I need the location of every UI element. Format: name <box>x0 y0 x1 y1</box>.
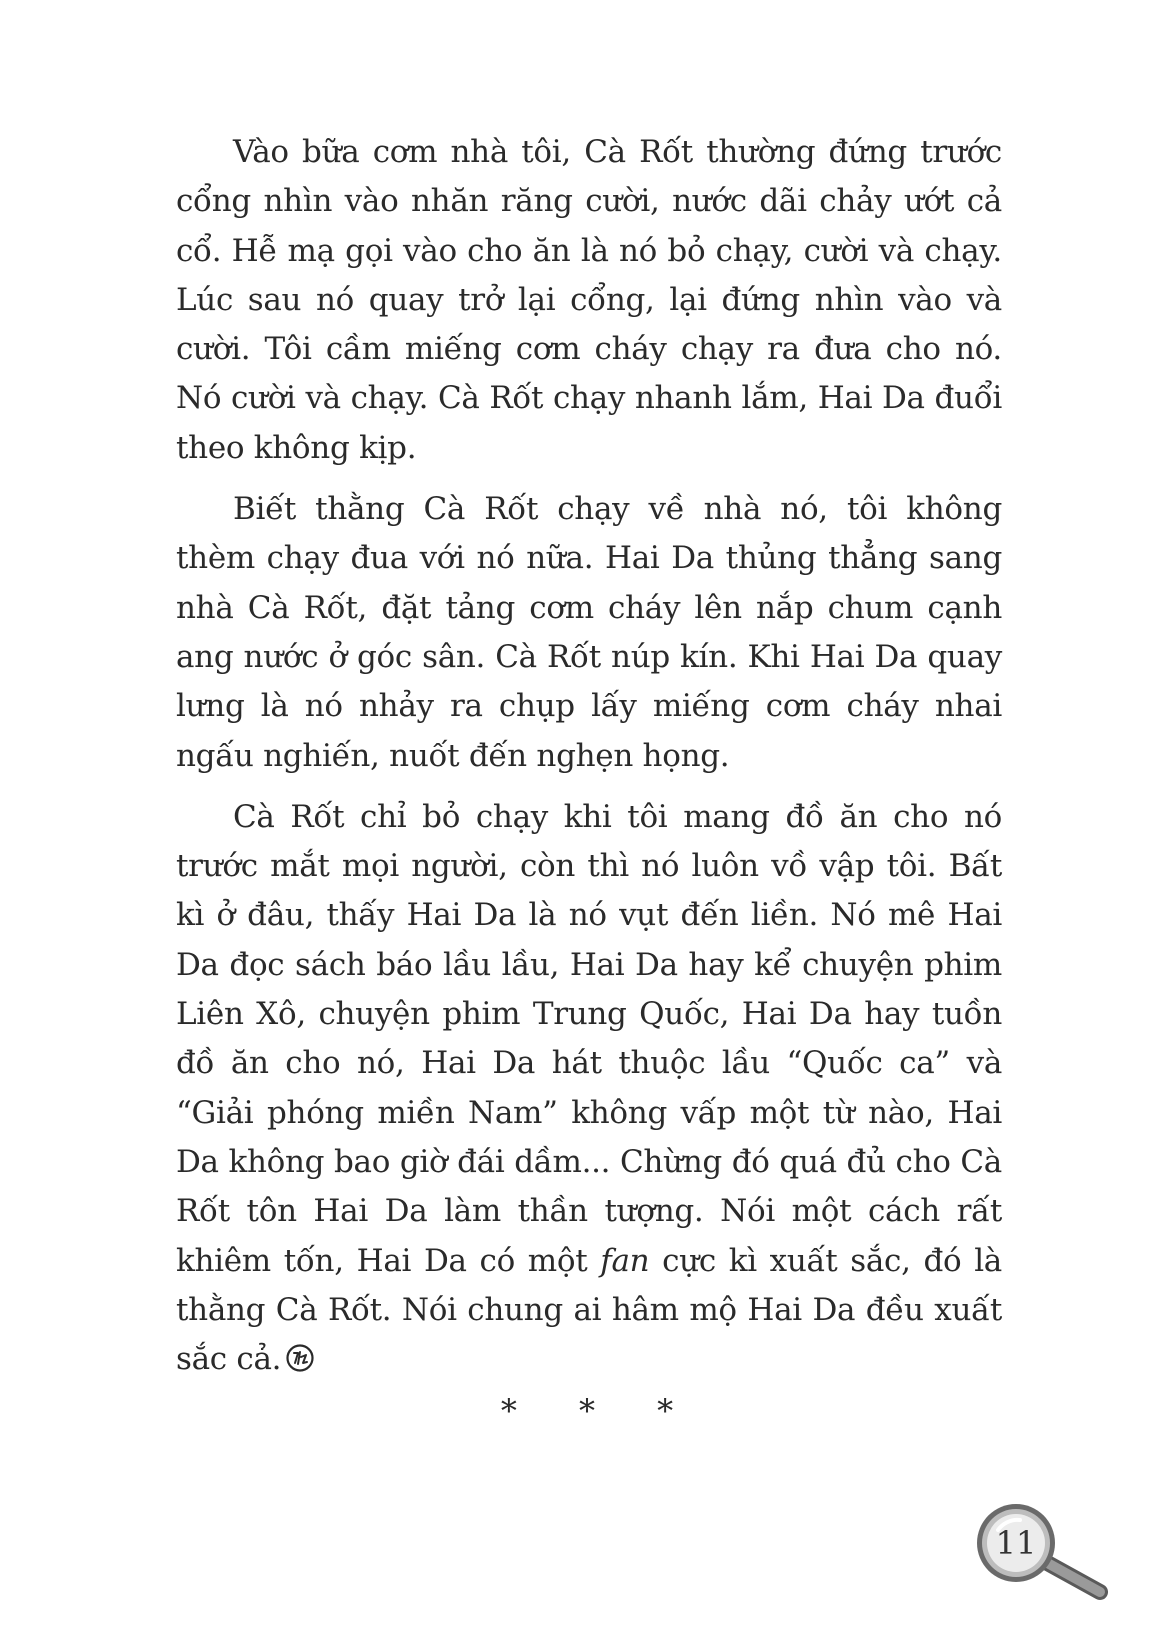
paragraph-3 <box>176 793 1002 1385</box>
end-mark-icon <box>285 1343 315 1373</box>
paragraph-1-text: Vào bữa cơm nhà tôi, Cà Rốt thường đứng trước cổng nhìn vào nhăn răng cười, nước dãi chảy ướt cả cổ. Hễ mạ gọi vào cho ăn là nó bỏ chạy, cười và chạy. Lúc sau nó quay trở lại cổng, lại đứng nhìn vào và cười. Tôi cầm miếng cơm cháy chạy ra đưa cho nó. Nó cười và chạy. Cà Rốt chạy nhanh lắm, Hai Da đuổi theo không kịp. <box>176 134 1002 466</box>
body-text <box>176 128 1002 1392</box>
paragraph-1 <box>176 128 1002 473</box>
paragraph-3-italic-word: fan <box>600 1242 650 1279</box>
paragraph-3-text-after: cực kì xuất sắc, đó là thằng Cà Rốt. Nói chung ai hâm mộ Hai Da đều xuất sắc cả. <box>176 1242 1002 1378</box>
paragraph-3-text-before: Cà Rốt chỉ bỏ chạy khi tôi mang đồ ăn cho nó trước mắt mọi người, còn thì nó luôn vồ vập tôi. Bất kì ở đâu, thấy Hai Da là nó vụt đến liền. Nó mê Hai Da đọc sách báo lầu lầu, Hai Da hay kể chuyện phim Liên Xô, chuyện phim Trung Quốc, Hai Da hay tuồn đồ ăn cho nó, Hai Da hát thuộc lầu “Quốc ca” và “Giải phóng miền Nam” không vấp một từ nào, Hai Da không bao giờ đái dầm... Chừng đó quá đủ cho Cà Rốt tôn Hai Da làm thần tượng. Nói một cách rất khiêm tốn, Hai Da có một <box>176 798 1002 1279</box>
paragraph-2 <box>176 485 1002 781</box>
page-number: 11 <box>995 1524 1037 1562</box>
section-separator: * * * <box>500 1392 700 1430</box>
paragraph-2-text: Biết thằng Cà Rốt chạy về nhà nó, tôi không thèm chạy đua với nó nữa. Hai Da thủng thẳng sang nhà Cà Rốt, đặt tảng cơm cháy lên nắp chum cạnh ang nước ở góc sân. Cà Rốt núp kín. Khi Hai Da quay lưng là nó nhảy ra chụp lấy miếng cơm cháy nhai ngấu nghiến, nuốt đến nghẹn họng. <box>176 491 1002 774</box>
